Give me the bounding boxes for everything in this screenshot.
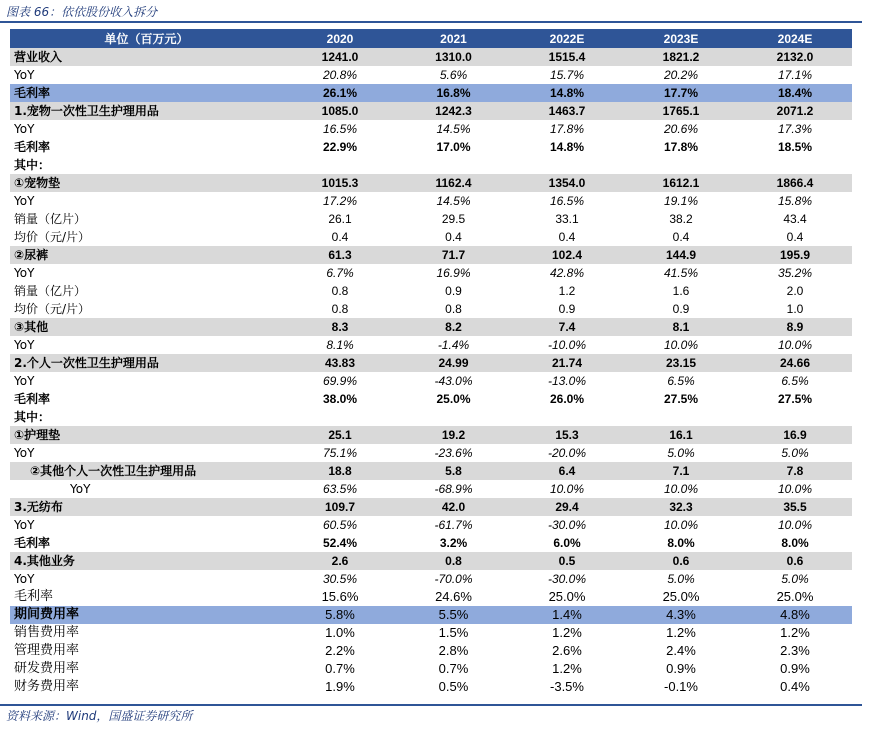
row-label: ②其他个人一次性卫生护理用品 xyxy=(10,462,283,480)
row-label: 均价（元/片） xyxy=(14,230,91,244)
row-value: 10.0% xyxy=(549,482,585,496)
revenue-breakdown-table xyxy=(10,29,852,696)
table-row xyxy=(10,444,852,462)
row-value: 2.2% xyxy=(325,643,355,658)
row-label: YoY xyxy=(14,194,35,208)
row-value: 75.1% xyxy=(322,446,358,460)
row-value xyxy=(283,408,397,426)
row-value: 0.9 xyxy=(558,302,576,316)
row-value: -70.0% xyxy=(434,572,473,586)
row-value: -1.4% xyxy=(437,338,470,352)
row-label: 毛利率 xyxy=(14,589,54,604)
row-value: 14.8% xyxy=(549,140,585,154)
table-row xyxy=(10,660,852,678)
row-label: 销量（亿片） xyxy=(14,212,87,226)
row-value: 5.8 xyxy=(397,462,510,480)
row-value: 0.8 xyxy=(331,284,349,298)
row-value: 32.3 xyxy=(624,498,738,516)
row-value: 17.1% xyxy=(777,68,813,82)
row-value: 109.7 xyxy=(283,498,397,516)
row-label: 毛利率 xyxy=(14,536,51,550)
row-label: ①护理垫 xyxy=(10,426,283,444)
row-value xyxy=(283,156,397,174)
row-label: ②尿裤 xyxy=(10,246,283,264)
row-value: 16.1 xyxy=(624,426,738,444)
row-value: 18.4% xyxy=(738,84,852,102)
row-value: 22.9% xyxy=(322,140,358,154)
row-value: -3.5% xyxy=(550,679,584,694)
row-value: 10.0% xyxy=(663,482,699,496)
row-value: 15.3 xyxy=(510,426,624,444)
row-value: 5.0% xyxy=(667,572,695,586)
row-value: 8.0% xyxy=(667,536,695,550)
row-value: 1.5% xyxy=(438,625,469,640)
row-value: 2132.0 xyxy=(738,48,852,66)
row-value: 17.7% xyxy=(624,84,738,102)
table-row xyxy=(10,246,852,264)
row-value: 24.99 xyxy=(397,354,510,372)
row-value: 10.0% xyxy=(777,482,813,496)
row-value: 1.0% xyxy=(325,625,355,640)
row-value: -10.0% xyxy=(547,338,587,352)
row-value: 0.9% xyxy=(666,661,696,676)
table-row xyxy=(10,120,852,138)
table-row xyxy=(10,156,852,174)
row-value: 20.2% xyxy=(663,68,699,82)
row-value: 26.1 xyxy=(328,212,352,226)
header-year: 2023E xyxy=(624,29,738,48)
row-value: -20.0% xyxy=(547,446,587,460)
row-value: 43.83 xyxy=(283,354,397,372)
row-value: 21.74 xyxy=(510,354,624,372)
row-label: 毛利率 xyxy=(14,392,51,406)
row-value: 16.9 xyxy=(738,426,852,444)
table-row xyxy=(10,534,852,552)
row-value: 1.4% xyxy=(510,606,624,624)
row-value: 38.2 xyxy=(669,212,693,226)
row-value: 1.2 xyxy=(558,284,576,298)
row-value: 16.8% xyxy=(397,84,510,102)
row-label: 管理费用率 xyxy=(14,643,80,658)
table-row xyxy=(10,354,852,372)
table-row xyxy=(10,462,852,480)
row-value: 0.5 xyxy=(510,552,624,570)
row-value: 6.5% xyxy=(781,374,809,388)
row-value: 33.1 xyxy=(555,212,579,226)
row-value: 10.0% xyxy=(663,518,699,532)
row-label: 营业收入 xyxy=(10,48,283,66)
row-value: 25.0% xyxy=(662,589,700,604)
row-value: 0.6 xyxy=(624,552,738,570)
row-value: 1.6 xyxy=(672,284,690,298)
row-value: 38.0% xyxy=(322,392,358,406)
row-value: 19.1% xyxy=(663,194,699,208)
row-value: 1310.0 xyxy=(397,48,510,66)
row-value: 1.9% xyxy=(325,679,355,694)
row-value: 1015.3 xyxy=(283,174,397,192)
table-row xyxy=(10,84,852,102)
row-value xyxy=(510,156,624,174)
table-row xyxy=(10,372,852,390)
row-label: ③其他 xyxy=(10,318,283,336)
row-value: 16.5% xyxy=(322,122,358,136)
row-value: 1.2% xyxy=(666,625,696,640)
row-value: 61.3 xyxy=(283,246,397,264)
table-row xyxy=(10,336,852,354)
row-label: YoY xyxy=(14,374,35,388)
row-value: 195.9 xyxy=(738,246,852,264)
row-value: 30.5% xyxy=(322,572,358,586)
row-value: -61.7% xyxy=(434,518,473,532)
row-value: -0.1% xyxy=(664,679,698,694)
row-value: 1.0 xyxy=(786,302,804,316)
row-value: 1866.4 xyxy=(738,174,852,192)
table-row xyxy=(10,426,852,444)
table-row xyxy=(10,498,852,516)
row-value xyxy=(397,156,510,174)
row-value: 69.9% xyxy=(322,374,358,388)
row-value: 8.0% xyxy=(781,536,809,550)
row-value: 26.0% xyxy=(549,392,585,406)
row-value: 1612.1 xyxy=(624,174,738,192)
row-value: 8.3 xyxy=(283,318,397,336)
row-label: YoY xyxy=(14,572,35,586)
row-value: 8.1 xyxy=(624,318,738,336)
row-value: 29.4 xyxy=(510,498,624,516)
row-value: 15.8% xyxy=(777,194,813,208)
row-value: -30.0% xyxy=(547,518,587,532)
table-row xyxy=(10,282,852,300)
header-unit-label: 单位（百万元） xyxy=(10,29,283,48)
row-value: 8.2 xyxy=(397,318,510,336)
row-value: 17.3% xyxy=(777,122,813,136)
row-label: YoY xyxy=(70,482,91,496)
row-value: 0.7% xyxy=(325,661,355,676)
row-value: -43.0% xyxy=(434,374,473,388)
row-value: 42.8% xyxy=(549,266,585,280)
row-label: YoY xyxy=(14,446,35,460)
row-value: 5.6% xyxy=(439,68,468,82)
row-value: 0.9 xyxy=(672,302,690,316)
row-value: 2.0 xyxy=(786,284,804,298)
row-label: 均价（元/片） xyxy=(14,302,91,316)
row-value: 2.3% xyxy=(780,643,810,658)
row-value: 1821.2 xyxy=(624,48,738,66)
row-value: 35.2% xyxy=(777,266,813,280)
row-value: 0.4 xyxy=(558,230,576,244)
row-value: 14.5% xyxy=(436,122,471,136)
row-value: 29.5 xyxy=(441,212,466,226)
row-value: 16.5% xyxy=(549,194,585,208)
row-value: 0.4 xyxy=(672,230,690,244)
row-label: 3.无纺布 xyxy=(10,498,283,516)
row-label: 其中： xyxy=(14,158,51,172)
row-value xyxy=(624,156,738,174)
row-value: 8.1% xyxy=(326,338,354,352)
table-row xyxy=(10,678,852,696)
row-label: 期间费用率 xyxy=(10,606,283,624)
row-value: 144.9 xyxy=(624,246,738,264)
row-value: 5.0% xyxy=(781,446,809,460)
row-value: -30.0% xyxy=(547,572,587,586)
row-value: 35.5 xyxy=(738,498,852,516)
row-value: 18.5% xyxy=(777,140,813,154)
row-label: 财务费用率 xyxy=(14,679,80,694)
row-value: -23.6% xyxy=(434,446,473,460)
row-value: 0.4 xyxy=(445,230,462,244)
table-row xyxy=(10,390,852,408)
row-value: 5.5% xyxy=(397,606,510,624)
table-row xyxy=(10,174,852,192)
row-value: 63.5% xyxy=(322,482,358,496)
row-label: ①宠物垫 xyxy=(10,174,283,192)
row-value: 1242.3 xyxy=(397,102,510,120)
row-value: 16.9% xyxy=(436,266,471,280)
header-year: 2022E xyxy=(510,29,624,48)
row-value: 60.5% xyxy=(322,518,358,532)
row-value: 10.0% xyxy=(777,338,813,352)
row-value: 52.4% xyxy=(322,536,358,550)
row-value: 4.8% xyxy=(738,606,852,624)
row-value: 23.15 xyxy=(624,354,738,372)
row-value: 10.0% xyxy=(663,338,699,352)
table-row xyxy=(10,606,852,624)
row-value: 7.1 xyxy=(624,462,738,480)
row-value: 2071.2 xyxy=(738,102,852,120)
row-value: 8.9 xyxy=(738,318,852,336)
row-value: 1.2% xyxy=(552,625,582,640)
row-value: 1354.0 xyxy=(510,174,624,192)
row-value: 102.4 xyxy=(510,246,624,264)
table-row xyxy=(10,318,852,336)
row-value: 17.2% xyxy=(322,194,358,208)
table-row xyxy=(10,588,852,606)
row-value: 7.4 xyxy=(510,318,624,336)
figure-caption: 图表 66：依依股份收入拆分 xyxy=(6,5,158,19)
table-row xyxy=(10,48,852,66)
row-value: 5.0% xyxy=(781,572,809,586)
row-value: 1515.4 xyxy=(510,48,624,66)
row-value: 10.0% xyxy=(777,518,813,532)
table-row xyxy=(10,480,852,498)
row-value xyxy=(738,408,852,426)
row-value: 19.2 xyxy=(397,426,510,444)
row-label: 研发费用率 xyxy=(14,661,80,676)
row-label: 毛利率 xyxy=(14,140,51,154)
row-value: 17.8% xyxy=(549,122,585,136)
table-header-row xyxy=(10,29,852,48)
row-value xyxy=(510,408,624,426)
row-value: 14.5% xyxy=(436,194,471,208)
row-value: 1085.0 xyxy=(283,102,397,120)
row-value: 7.8 xyxy=(738,462,852,480)
row-value: -13.0% xyxy=(547,374,587,388)
row-label: YoY xyxy=(14,518,35,532)
row-value: 0.6 xyxy=(738,552,852,570)
table-row xyxy=(10,552,852,570)
source-note: 资料来源：Wind，国盛证券研究所 xyxy=(6,709,193,723)
row-value: 2.4% xyxy=(666,643,696,658)
table-row xyxy=(10,516,852,534)
row-value: 2.6 xyxy=(283,552,397,570)
row-value: 20.6% xyxy=(663,122,699,136)
row-label: 其中： xyxy=(14,410,51,424)
row-value: 41.5% xyxy=(663,266,699,280)
table-row xyxy=(10,642,852,660)
table-row xyxy=(10,66,852,84)
row-value: 4.3% xyxy=(624,606,738,624)
row-value: 1.2% xyxy=(780,625,810,640)
row-label: 4.其他业务 xyxy=(10,552,283,570)
row-value: 6.5% xyxy=(667,374,695,388)
row-label: YoY xyxy=(14,68,35,82)
row-value: 25.0% xyxy=(776,589,814,604)
footer-divider xyxy=(0,704,862,706)
row-label: YoY xyxy=(14,122,35,136)
table-body xyxy=(10,48,852,696)
row-value: 5.0% xyxy=(667,446,695,460)
row-value: 14.8% xyxy=(510,84,624,102)
header-year: 2021 xyxy=(397,29,510,48)
table-row xyxy=(10,408,852,426)
table-row xyxy=(10,570,852,588)
row-value: 0.8 xyxy=(397,552,510,570)
row-value: 1162.4 xyxy=(397,174,510,192)
row-value: 2.8% xyxy=(438,643,469,658)
row-value: 71.7 xyxy=(397,246,510,264)
row-value: 0.9 xyxy=(445,284,462,298)
row-value: 15.6% xyxy=(321,589,359,604)
row-value: 0.4 xyxy=(786,230,804,244)
row-value: 0.8 xyxy=(445,302,462,316)
caption-divider xyxy=(0,21,862,23)
row-label: YoY xyxy=(14,266,35,280)
table-row xyxy=(10,228,852,246)
row-value: 27.5% xyxy=(663,392,699,406)
row-value xyxy=(397,408,510,426)
row-value: 25.0% xyxy=(436,392,471,406)
row-label: YoY xyxy=(14,338,35,352)
table-row xyxy=(10,210,852,228)
row-label: 2.个人一次性卫生护理用品 xyxy=(10,354,283,372)
row-value: 0.9% xyxy=(780,661,810,676)
table-row xyxy=(10,300,852,318)
row-value: 5.8% xyxy=(283,606,397,624)
row-label: 销量（亿片） xyxy=(14,284,87,298)
row-value: 1765.1 xyxy=(624,102,738,120)
row-value xyxy=(624,408,738,426)
row-label: 1.宠物一次性卫生护理用品 xyxy=(10,102,283,120)
row-value: 20.8% xyxy=(322,68,358,82)
row-value: 18.8 xyxy=(283,462,397,480)
row-value: 0.4 xyxy=(331,230,349,244)
table-row xyxy=(10,138,852,156)
table-row xyxy=(10,102,852,120)
row-value: 17.0% xyxy=(436,140,471,154)
header-year: 2024E xyxy=(738,29,852,48)
row-value: 25.0% xyxy=(548,589,586,604)
row-value: 1.2% xyxy=(552,661,582,676)
row-value: 24.6% xyxy=(435,589,472,604)
row-value xyxy=(738,156,852,174)
row-value: -68.9% xyxy=(434,482,473,496)
row-label: 毛利率 xyxy=(10,84,283,102)
row-value: 42.0 xyxy=(397,498,510,516)
row-value: 25.1 xyxy=(283,426,397,444)
row-value: 27.5% xyxy=(777,392,813,406)
row-value: 17.8% xyxy=(663,140,699,154)
row-value: 43.4 xyxy=(783,212,807,226)
row-value: 26.1% xyxy=(283,84,397,102)
table-row xyxy=(10,264,852,282)
row-value: 1241.0 xyxy=(283,48,397,66)
row-value: 1463.7 xyxy=(510,102,624,120)
header-year: 2020 xyxy=(283,29,397,48)
row-value: 6.7% xyxy=(326,266,354,280)
table-row xyxy=(10,624,852,642)
row-value: 6.0% xyxy=(553,536,581,550)
row-value: 0.5% xyxy=(438,679,469,694)
row-value: 0.4% xyxy=(780,679,810,694)
row-value: 0.7% xyxy=(438,661,469,676)
row-label: 销售费用率 xyxy=(14,625,80,640)
row-value: 0.8 xyxy=(331,302,349,316)
table-row xyxy=(10,192,852,210)
row-value: 24.66 xyxy=(738,354,852,372)
row-value: 2.6% xyxy=(552,643,582,658)
row-value: 15.7% xyxy=(549,68,585,82)
row-value: 6.4 xyxy=(510,462,624,480)
row-value: 3.2% xyxy=(439,536,468,550)
